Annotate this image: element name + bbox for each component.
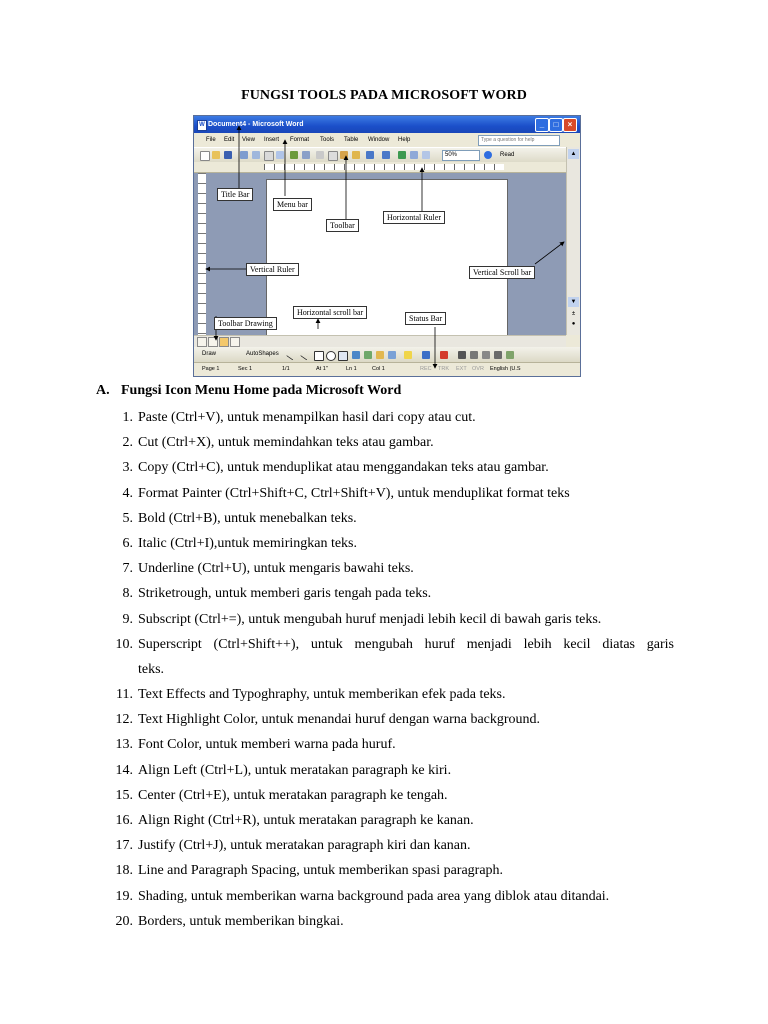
list-item [0, 607, 768, 632]
list-item-number: 13. [115, 737, 133, 753]
list-item-text-line2: teks. [138, 661, 165, 677]
list-item-text: Font Color, untuk memberi warna pada huruf. [138, 737, 396, 753]
list-item-number: 10. [115, 636, 133, 652]
list-item-number: 12. [115, 712, 133, 728]
callout-title-bar: Title Bar [217, 188, 253, 201]
list-item [0, 732, 768, 757]
list-item-text: Format Painter (Ctrl+Shift+C, Ctrl+Shift+V), untuk menduplikat format teks [138, 485, 570, 501]
list-item [0, 506, 768, 531]
list-item-text: Copy (Ctrl+C), untuk menduplikat atau menggandakan teks atau gambar. [138, 460, 549, 476]
list-item-text: Text Highlight Color, untuk menandai huruf dengan warna background. [138, 712, 541, 728]
callout-toolbar: Toolbar [326, 219, 359, 232]
menu-item-table: Table [344, 137, 359, 143]
list-item-text: Striketrough, untuk memberi garis tengah pada teks. [138, 586, 432, 602]
callout-vertical-ruler: Vertical Ruler [246, 263, 299, 276]
word-screenshot-figure [193, 115, 581, 377]
callout-vertical-scroll-bar: Vertical Scroll bar [469, 266, 535, 279]
callout-menu-bar: Menu bar [273, 198, 312, 211]
list-item-text: Shading, untuk memberikan warna background pada area yang diblok atau ditandai. [138, 888, 610, 904]
page-title: FUNGSI TOOLS PADA MICROSOFT WORD [241, 88, 527, 103]
list-item [0, 909, 768, 934]
list-item [0, 581, 768, 606]
scroll-down-icon: ▼ [568, 297, 579, 307]
window-title: Document4 - Microsoft Word [208, 121, 304, 128]
list-item [0, 481, 768, 506]
status-col: Col 1 [372, 366, 385, 372]
list-item [0, 632, 768, 682]
list-item [0, 556, 768, 581]
menu-item-tools: Tools [320, 137, 335, 143]
status-rec: REC [420, 366, 432, 372]
list-item [0, 405, 768, 430]
scroll-up-icon: ▲ [568, 149, 579, 159]
list-item-number: 3. [122, 460, 133, 476]
list-item-text: Align Left (Ctrl+L), untuk meratakan paragraph ke kiri. [138, 762, 452, 778]
ask-question-box: Type a question for help [478, 135, 560, 146]
list-item-number: 18. [115, 863, 133, 879]
list-item-number: 4. [122, 485, 133, 501]
autoshapes-menu: AutoShapes [246, 351, 279, 357]
list-item-number: 16. [115, 813, 133, 829]
list-item-text-line1: Superscript (Ctrl+Shift++), untuk mengubah huruf menjadi lebih kecil diatas garis [138, 636, 674, 652]
maximize-icon: □ [549, 118, 563, 132]
list-item-text: Center (Ctrl+E), untuk meratakan paragraph ke tengah. [138, 787, 448, 803]
menu-item-file: File [206, 137, 216, 143]
list-item-number: 15. [115, 787, 133, 803]
list-item-text: Cut (Ctrl+X), untuk memindahkan teks atau gambar. [138, 435, 434, 451]
minimize-icon: _ [535, 118, 549, 132]
list-item-text: Borders, untuk memberikan bingkai. [138, 913, 344, 929]
list-item [0, 808, 768, 833]
callout-horizontal-scroll-bar: Horizontal scroll bar [293, 306, 367, 319]
status-pages: 1/1 [282, 366, 290, 372]
list-item-text: Subscript (Ctrl+=), untuk mengubah huruf menjadi lebih kecil di bawah garis teks. [138, 611, 602, 627]
list-item-number: 9. [122, 611, 133, 627]
list-item [0, 531, 768, 556]
list-item-number: 20. [115, 913, 133, 929]
list-item-text: Text Effects and Typoghraphy, untuk memberikan efek pada teks. [138, 687, 506, 703]
list-item-number: 5. [122, 510, 133, 526]
list-item-number: 19. [115, 888, 133, 904]
list-item [0, 884, 768, 909]
menu-item-view: View [242, 137, 255, 143]
callout-toolbar-drawing: Toolbar Drawing [214, 317, 277, 330]
menu-item-format: Format [290, 137, 310, 143]
list-item-text: Paste (Ctrl+V), untuk menampilkan hasil dari copy atau cut. [138, 410, 476, 425]
status-ext: EXT [456, 366, 467, 372]
draw-menu: Draw [202, 351, 217, 357]
close-icon: × [563, 118, 577, 132]
list-item [0, 833, 768, 858]
status-at: At 1" [316, 366, 328, 372]
list-item-text: Bold (Ctrl+B), untuk menebalkan teks. [138, 510, 357, 526]
function-list [0, 405, 768, 934]
list-item-number: 1. [122, 410, 133, 425]
list-item [0, 682, 768, 707]
menu-item-insert: Insert [264, 137, 280, 143]
status-language: English (U.S [490, 366, 521, 372]
menu-item-window: Window [368, 137, 390, 143]
status-ovr: OVR [472, 366, 484, 372]
word-document-icon: W [197, 120, 207, 131]
status-page: Page 1 [202, 366, 220, 372]
section-heading-text: Fungsi Icon Menu Home pada Microsoft Word [121, 383, 402, 398]
status-trk: TRK [438, 366, 449, 372]
list-item-number: 2. [122, 435, 133, 451]
list-item-text: Italic (Ctrl+I),untuk memiringkan teks. [138, 535, 358, 551]
list-item [0, 455, 768, 480]
list-item-text: Underline (Ctrl+U), untuk mengaris bawahi teks. [138, 561, 414, 577]
list-item [0, 758, 768, 783]
zoom-box: 50% [442, 150, 480, 161]
list-item-number: 14. [115, 762, 133, 778]
list-item-number: 6. [122, 535, 133, 551]
menu-item-edit: Edit [224, 137, 235, 143]
list-item-number: 17. [115, 838, 133, 854]
section-heading [96, 383, 401, 399]
status-sec: Sec 1 [238, 366, 253, 372]
list-item-text: Justify (Ctrl+J), untuk meratakan paragraph kiri dan kanan. [138, 838, 471, 854]
list-item-number: 8. [122, 586, 133, 602]
read-button: Read [500, 152, 515, 158]
list-item [0, 430, 768, 455]
previous-page-icon: ± [568, 309, 579, 319]
callout-horizontal-ruler: Horizontal Ruler [383, 211, 445, 224]
section-letter: A. [96, 383, 110, 398]
arrow-vertical-scroll-bar [535, 242, 564, 264]
list-item [0, 858, 768, 883]
menu-item-help: Help [398, 137, 411, 143]
status-ln: Ln 1 [346, 366, 357, 372]
callout-status-bar: Status Bar [405, 312, 446, 325]
list-item [0, 783, 768, 808]
list-item-number: 7. [122, 561, 133, 577]
select-browse-object-icon: ● [568, 319, 579, 329]
list-item-text: Line and Paragraph Spacing, untuk memberikan spasi paragraph. [138, 863, 504, 879]
list-item-text: Align Right (Ctrl+R), untuk meratakan paragraph ke kanan. [138, 813, 474, 829]
list-item-number: 11. [116, 687, 133, 703]
list-item-text [138, 632, 674, 682]
annotation-arrows [194, 116, 580, 376]
list-item [0, 707, 768, 732]
